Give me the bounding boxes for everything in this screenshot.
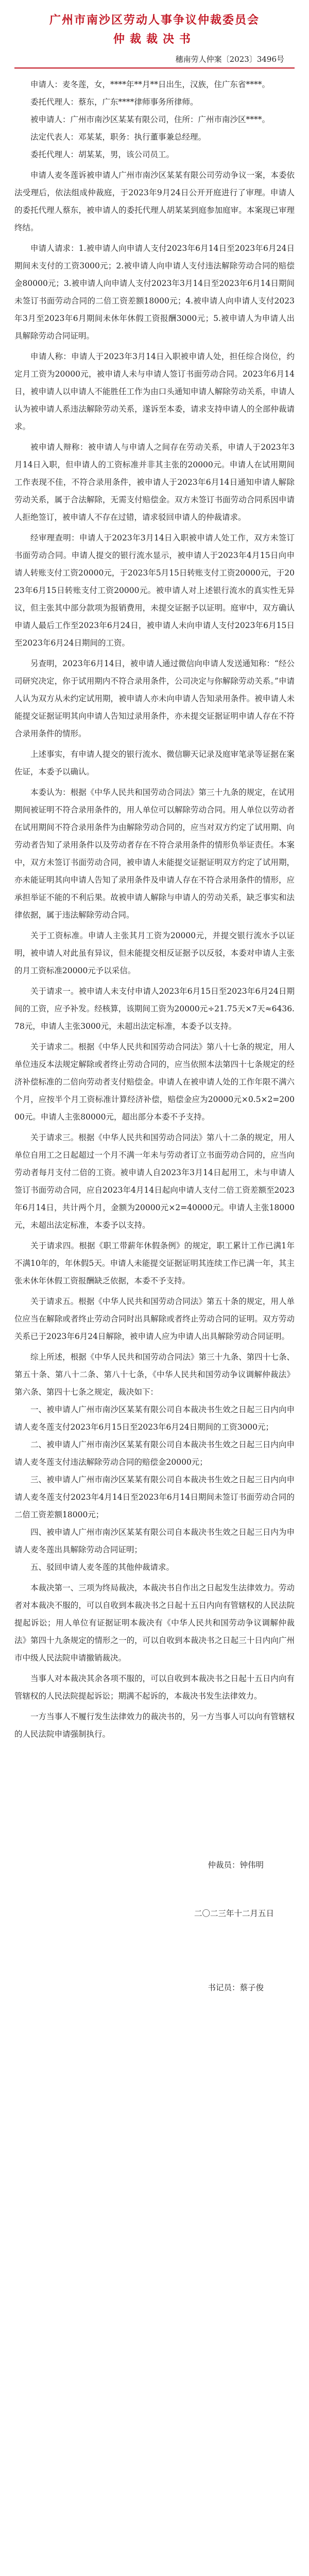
legal-representative: 法定代表人：邓某某，职务：执行董事兼总经理。 xyxy=(30,132,207,142)
case-intro-paragraph: 申请人麦冬莲诉被申请人广州市南沙区某某有限公司劳动争议一案，本委依法受理后，依法组成仲裁庭，于2023年9月24日公开开庭进行了审理。申请人的委托代理人蔡东，被申请人的委托代理人胡某某到庭参加庭审。本案现已审理终结。 xyxy=(14,171,295,232)
claim-four-paragraph: 关于请求四。根据《职工带薪年休假条例》的规定，职工累计工作已满1年不满10年的，年休假5天。申请人未能提交证据证明其连续工作已满一年，其主张未休年休假工资报酬缺乏依据，本委不予支持。 xyxy=(14,1241,295,1285)
claim-five-paragraph: 关于请求五。根据《中华人民共和国劳动合同法》第五十条的规定，用人单位应当在解除或者终止劳动合同时出具解除或者终止劳动合同的证明。双方劳动关系已于2023年6月24日解除，被申请人应为申请人出具解除劳动合同证明。 xyxy=(14,1297,295,1341)
ruling-item-2: 二、被申请人广州市南沙区某某有限公司自本裁决书生效之日起三日内向申请人麦冬莲支付违法解除劳动合同的赔偿金20000元； xyxy=(14,1440,295,1467)
org-title: 广州市南沙区劳动人事争议仲裁委员会 xyxy=(49,13,260,27)
reasoning-paragraph: 本委认为：根据《中华人民共和国劳动合同法》第三十九条的规定，在试用期间被证明不符合录用条件的，用人单位可以解除劳动合同。用人单位以劳动者在试用期间不符合录用条件为由解除劳动合同的，应当对双方约定了试用期、向劳动者告知了录用条件以及劳动者存在不符合录用条件的情形负举证责任。本案中，双方未签订书面劳动合同，被申请人未能提交证据证明双方约定了试用期，亦未能证明其向申请人告知了录用条件及申请人存在不符合录用条件的情形，应承担举证不能的不利后果。故被申请人解除与申请人的劳动关系，缺乏事实和法律依据，属于违法解除劳动合同。 xyxy=(14,788,295,920)
wage-standard-paragraph: 关于工资标准。申请人主张其月工资为20000元，并提交银行流水予以证明，被申请人对此虽有异议，但未能提交相反证据予以反驳，本委对申请人主张的月工资标准20000元予以采信。 xyxy=(14,931,295,975)
evidence-paragraph: 上述事实，有申请人提交的银行流水、微信聊天记录及庭审笔录等证据在案佐证，本委予以确认。 xyxy=(14,750,295,776)
document-body xyxy=(14,76,295,1743)
claim-two-paragraph: 关于请求二。根据《中华人民共和国劳动合同法》第八十七条的规定，用人单位违反本法规定解除或者终止劳动合同的，应当依照本法第四十七条规定的经济补偿标准的二倍向劳动者支付赔偿金。申请人在被申请人处的工作年限不满六个月，应按半个月工资标准计算经济补偿，赔偿金应为20000元×0.5×2=20000元。申请人主张80000元，超出部分本委不予支持。 xyxy=(14,1042,295,1122)
respondent-agent: 委托代理人：胡某某，男，该公司员工。 xyxy=(30,150,175,159)
award-date: 二〇二三年十二月五日 xyxy=(194,1909,274,1918)
applicant-statement-paragraph: 申请人称：申请人于2023年3月14日入职被申请人处，担任综合岗位，约定月工资为20000元，被申请人未与申请人签订书面劳动合同。2023年6月14日，被申请人以申请人不能胜任工作为由口头通知申请人解除劳动关系，申请人认为被申请人系违法解除劳动关系，遂诉至本委，请求支持申请人的全部仲裁请求。 xyxy=(14,352,295,431)
enforcement-notice-paragraph: 一方当事人不履行发生法律效力的裁决书的，另一方当事人可以向有管辖权的人民法院申请强制执行。 xyxy=(14,1712,295,1739)
appeal-notice-paragraph: 当事人对本裁决其余各项不服的，可以自收到本裁决书之日起十五日内向有管辖权的人民法院提起诉讼；期满不起诉的，本裁决书发生法律效力。 xyxy=(14,1674,295,1701)
claim-three-paragraph: 关于请求三。根据《中华人民共和国劳动合同法》第八十二条的规定，用人单位自用工之日起超过一个月不满一年未与劳动者订立书面劳动合同的，应当向劳动者每月支付二倍的工资。被申请人自2023年3月14日起用工，未与申请人签订书面劳动合同，应自2023年4月14日起向申请人支付二倍工资差额至2023年6月14日，共计两个月，金额为20000元×2=40000元。申请人主张18000元，未超出法定标准，本委予以支持。 xyxy=(14,1133,295,1230)
ruling-item-3: 三、被申请人广州市南沙区某某有限公司自本裁决书生效之日起三日内向申请人麦冬莲支付2023年4月14日至2023年6月14日期间未签订书面劳动合同的二倍工资差额18000元； xyxy=(14,1475,295,1519)
claims-paragraph: 申请人请求：1.被申请人向申请人支付2023年6月14日至2023年6月24日期间未支付的工资3000元；2.被申请人向申请人支付违法解除劳动合同的赔偿金80000元；3.被申请人向申请人支付2023年3月14日至2023年6月14日期间未签订书面劳动合同的二倍工资差额18000元；4.被申请人向申请人支付2023年3月至2023年6月期间未休年休假工资报酬3000元；5.被申请人为申请人出具解除劳动合同证明。 xyxy=(14,244,295,341)
arbitrator-signature: 仲裁员：钟伟明 xyxy=(208,1860,264,1870)
conclusion-paragraph: 综上所述，根据《中华人民共和国劳动合同法》第三十九条、第四十七条、第五十条、第八十二条、第八十七条，《中华人民共和国劳动争议调解仲裁法》第六条、第四十七条之规定，裁决如下： xyxy=(14,1352,295,1397)
facts-found-paragraph: 经审理查明：申请人于2023年3月14日入职被申请人处工作，双方未签订书面劳动合同。申请人提交的银行流水显示，被申请人于2023年4月15日向申请人转账支付工资20000元，于2023年5月15日转账支付工资20000元，于2023年6月15日转账支付工资20000元。被申请人对上述银行流水的真实性无异议，但主张其中部分款项为报销费用，未提交证据予以证明。庭审中，双方确认申请人最后工作至2023年6月24日，被申请人未向申请人支付2023年6月15日至2023年6月24日期间的工资。 xyxy=(14,533,295,648)
claim-one-paragraph: 关于请求一。被申请人未支付申请人2023年6月15日至2023年6月24日期间的工资，应予补发。经核算，该期间工资为20000元÷21.75天×7天≈6436.78元，申请人主张3000元，未超出法定标准，本委予以支持。 xyxy=(14,987,295,1031)
case-number: 穗南劳人仲案〔2023〕3496号 xyxy=(175,55,284,64)
red-divider xyxy=(14,67,295,69)
respondent-defense-paragraph: 被申请人辩称：被申请人与申请人之间存在劳动关系，申请人于2023年3月14日入职，但申请人的工资标准并非其主张的20000元。申请人在试用期间工作表现不佳，不符合录用条件，被申请人于2023年6月14日通知申请人解除劳动关系，属于合法解除，无需支付赔偿金。双方未签订书面劳动合同系因申请人拒绝签订，被申请人不存在过错，请求驳回申请人的仲裁请求。 xyxy=(14,443,295,522)
finality-notice-paragraph: 本裁决第一、三项为终局裁决，本裁决书自作出之日起发生法律效力。劳动者对本裁决不服的，可以自收到本裁决书之日起十五日内向有管辖权的人民法院提起诉讼；用人单位有证据证明本裁决有《中华人民共和国劳动争议调解仲裁法》第四十九条规定的情形之一的，可以自收到本裁决书之日起三十日内向广州市中级人民法院申请撤销裁决。 xyxy=(14,1583,295,1663)
doc-title: 仲裁裁决书 xyxy=(113,32,196,46)
ruling-item-4: 四、被申请人广州市南沙区某某有限公司自本裁决书生效之日起三日内为申请人麦冬莲出具解除劳动合同证明； xyxy=(14,1528,295,1554)
party-applicant: 申请人：麦冬莲，女，****年**月**日出生，汉族，住广东省****。 xyxy=(30,80,270,89)
further-facts-paragraph: 另查明，2023年6月14日，被申请人通过微信向申请人发送通知称：“经公司研究决定，你于试用期内不符合录用条件，公司决定与你解除劳动关系。”申请人认为双方从未约定试用期，被申请人亦未向申请人告知录用条件。被申请人未能提交证据证明其向申请人告知过录用条件，亦未提交证据证明申请人存在不符合录用条件的情形。 xyxy=(14,659,295,738)
ruling-item-5: 五、驳回申请人麦冬莲的其他仲裁请求。 xyxy=(30,1563,175,1572)
clerk-signature: 书记员：蔡子俊 xyxy=(208,1983,264,1992)
applicant-agent: 委托代理人：蔡东，广东****律师事务所律师。 xyxy=(30,97,198,107)
party-respondent: 被申请人：广州市南沙区某某有限公司，住所：广州市南沙区****。 xyxy=(30,115,270,124)
ruling-item-1: 一、被申请人广州市南沙区某某有限公司自本裁决书生效之日起三日内向申请人麦冬莲支付2023年6月15日至2023年6月24日期间的工资3000元； xyxy=(14,1405,295,1432)
